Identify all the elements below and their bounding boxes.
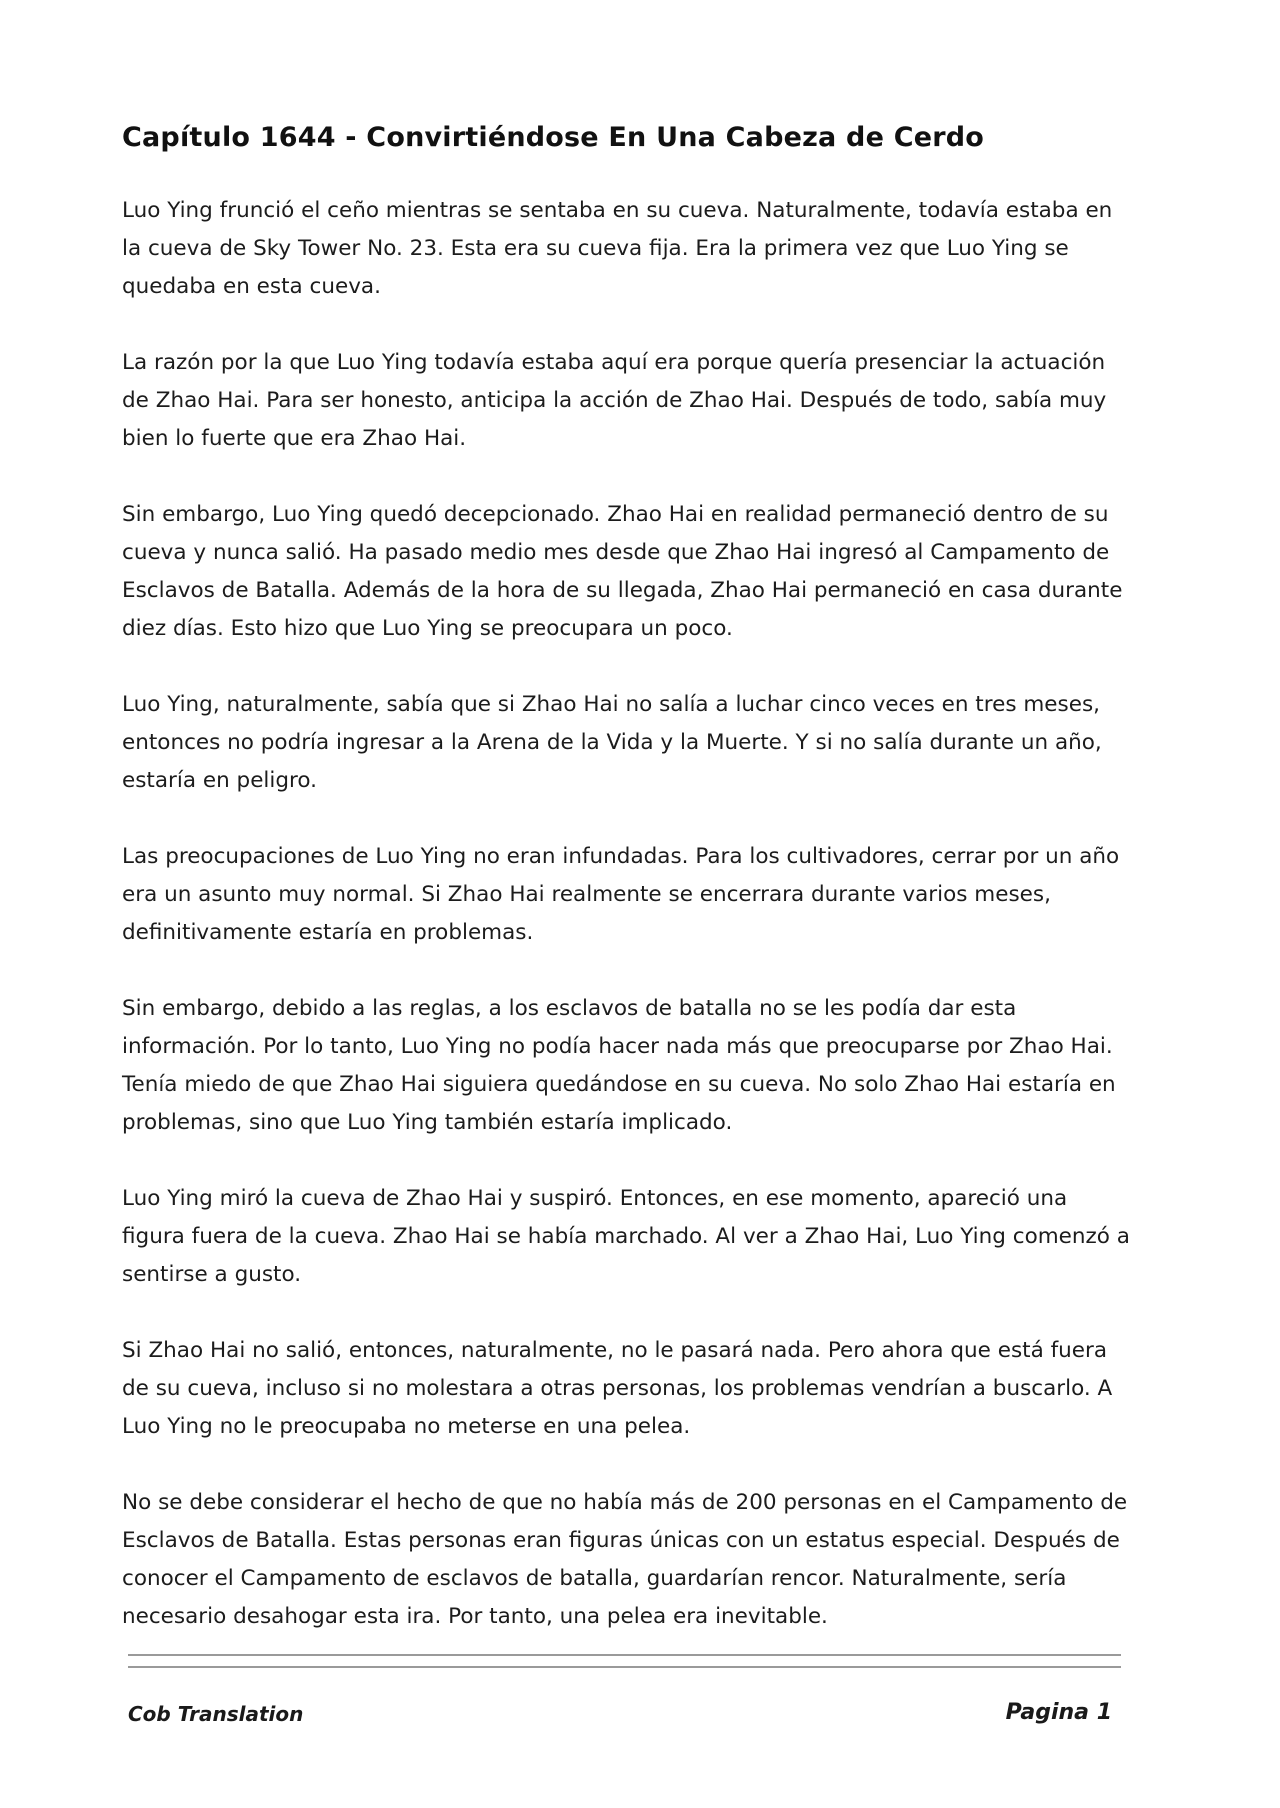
footer-page-number: Pagina 1 <box>1005 1700 1112 1725</box>
paragraph-8: Si Zhao Hai no salió, entonces, naturalmente, no le pasará nada. Pero ahora que está fuera de su cueva, incluso si no molestara a otras personas, los problemas vendrían a buscarlo. A Luo Ying no le preocupaba no meterse en una pelea. <box>122 1338 1113 1439</box>
chapter-title: Capítulo 1644 - Convirtiéndose En Una Cabeza de Cerdo <box>122 122 985 153</box>
footer-divider-top <box>128 1654 1121 1656</box>
paragraph-3: Sin embargo, Luo Ying quedó decepcionado. Zhao Hai en realidad permaneció dentro de su cueva y nunca salió. Ha pasado medio mes desde que Zhao Hai ingresó al Campamento de Esclavos de Batalla. Además de la hora de su llegada, Zhao Hai permaneció en casa durante diez días. Esto hizo que Luo Ying se preocupara un poco. <box>122 502 1123 641</box>
paragraph-2: La razón por la que Luo Ying todavía estaba aquí era porque quería presenciar la actuación de Zhao Hai. Para ser honesto, anticipa la acción de Zhao Hai. Después de todo, sabía muy bien lo fuerte que era Zhao Hai. <box>122 350 1107 451</box>
paragraph-4: Luo Ying, naturalmente, sabía que si Zhao Hai no salía a luchar cinco veces en tres meses, entonces no podría ingresar a la Arena de la Vida y la Muerte. Y si no salía durante un año, estaría en peligro. <box>122 692 1102 793</box>
paragraph-9: No se debe considerar el hecho de que no había más de 200 personas en el Campamento de Esclavos de Batalla. Estas personas eran figuras únicas con un estatus especial. Después de conocer el Campamento de esclavos de batalla, guardarían rencor. Naturalmente, sería necesario desahogar esta ira. Por tanto, una pelea era inevitable. <box>122 1490 1128 1629</box>
document-body <box>122 118 1132 1674</box>
paragraph-6: Sin embargo, debido a las reglas, a los esclavos de batalla no se les podía dar esta información. Por lo tanto, Luo Ying no podía hacer nada más que preocuparse por Zhao Hai. Tenía miedo de que Zhao Hai siguiera quedándose en su cueva. No solo Zhao Hai estaría en problemas, sino que Luo Ying también estaría implicado. <box>122 996 1116 1135</box>
paragraph-1: Luo Ying frunció el ceño mientras se sentaba en su cueva. Naturalmente, todavía estaba en la cueva de Sky Tower No. 23. Esta era su cueva fija. Era la primera vez que Luo Ying se quedaba en esta cueva. <box>122 198 1113 299</box>
footer-divider-bottom <box>128 1666 1121 1668</box>
footer-translator-credit: Cob Translation <box>128 1702 304 1726</box>
paragraph-7: Luo Ying miró la cueva de Zhao Hai y suspiró. Entonces, en ese momento, apareció una figura fuera de la cueva. Zhao Hai se había marchado. Al ver a Zhao Hai, Luo Ying comenzó a sentirse a gusto. <box>122 1186 1130 1287</box>
paragraph-5: Las preocupaciones de Luo Ying no eran infundadas. Para los cultivadores, cerrar por un año era un asunto muy normal. Si Zhao Hai realmente se encerrara durante varios meses, definitivamente estaría en problemas. <box>122 844 1120 945</box>
